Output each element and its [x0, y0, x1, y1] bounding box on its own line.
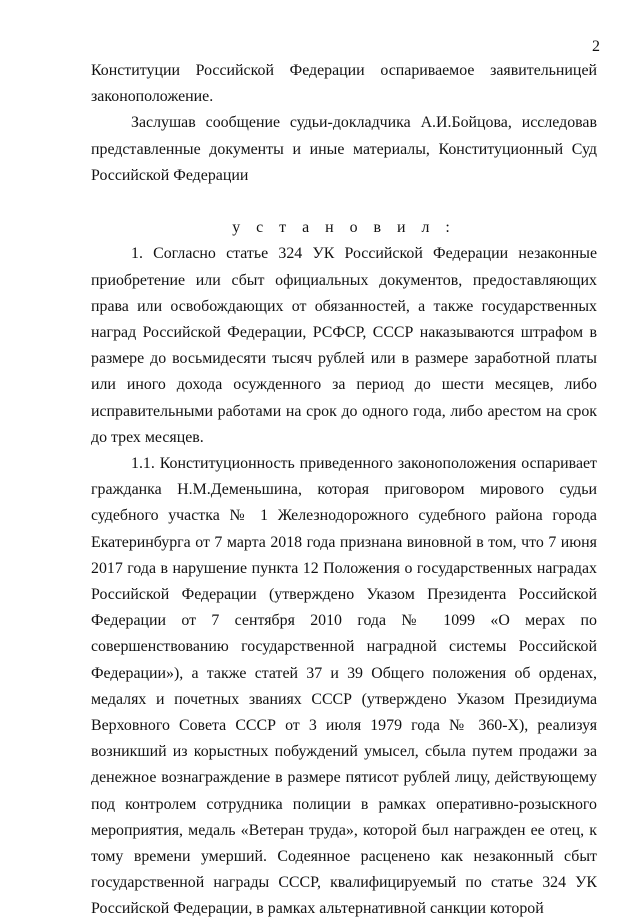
- paragraph-article-324: 1. Согласно статье 324 УК Российской Федерации незаконные приобретение или сбыт официальных документов, предоставляющих права или освобождающих от обязанностей, а также государственных наград Российской Федерации, РСФСР, СССР наказываются штрафом в размере до восьмидесяти тысяч рублей или в размере заработной платы или иного дохода осужденного за период до шести месяцев, либо исправительными работами на срок до одного года, либо арестом на срок до трех месяцев.: [91, 245, 597, 446]
- verdict-heading: у с т а н о в и л :: [232, 219, 456, 237]
- paragraph-hearing: Заслушав сообщение судьи-докладчика А.И.Бойцова, исследовав представленные документы и иные материалы, Конституционный Суд Российской Федерации: [91, 114, 597, 184]
- page-number: 2: [592, 38, 600, 55]
- paragraph-complaint: 1.1. Конституционность приведенного законоположения оспаривает гражданка Н.М.Деменьшина, которая приговором мирового судьи судебного участка № 1 Железнодорожного судебного района города Екатеринбурга от 7 марта 2018 года признана виновной в том, что 7 июня 2017 года в нарушение пункта 12 Положения о государственных наградах Российской Федерации (утверждено Указом Президента Российской Федерации от 7 сентября 2010 года № 1099 «О мерах по совершенствованию государственной наградной системы Российской Федерации»), а также статей 37 и 39 Общего положения об орденах, медалях и почетных званиях СССР (утверждено Указом Президиума Верховного Совета СССР от 3 июля 1979 года № 360-X), реализуя возникший из корыстных побуждений умысел, сбыла путем продажи за денежное вознаграждение в размере пятисот рублей лицу, действующему под контролем сотрудника полиции в рамках оперативно-розыскного мероприятия, медаль «Ветеран труда», которой был награжден ее отец, к тому времени умерший. Содеянное расценено как незаконный сбыт государственной награды СССР, квалифицируемый по статье 324 УК Российской Федерации, в рамках альтернативной санкции которой: [91, 455, 597, 918]
- paragraph-continuation: Конституции Российской Федерации оспариваемое заявительницей законоположение.: [91, 62, 597, 106]
- document-body: [91, 58, 597, 923]
